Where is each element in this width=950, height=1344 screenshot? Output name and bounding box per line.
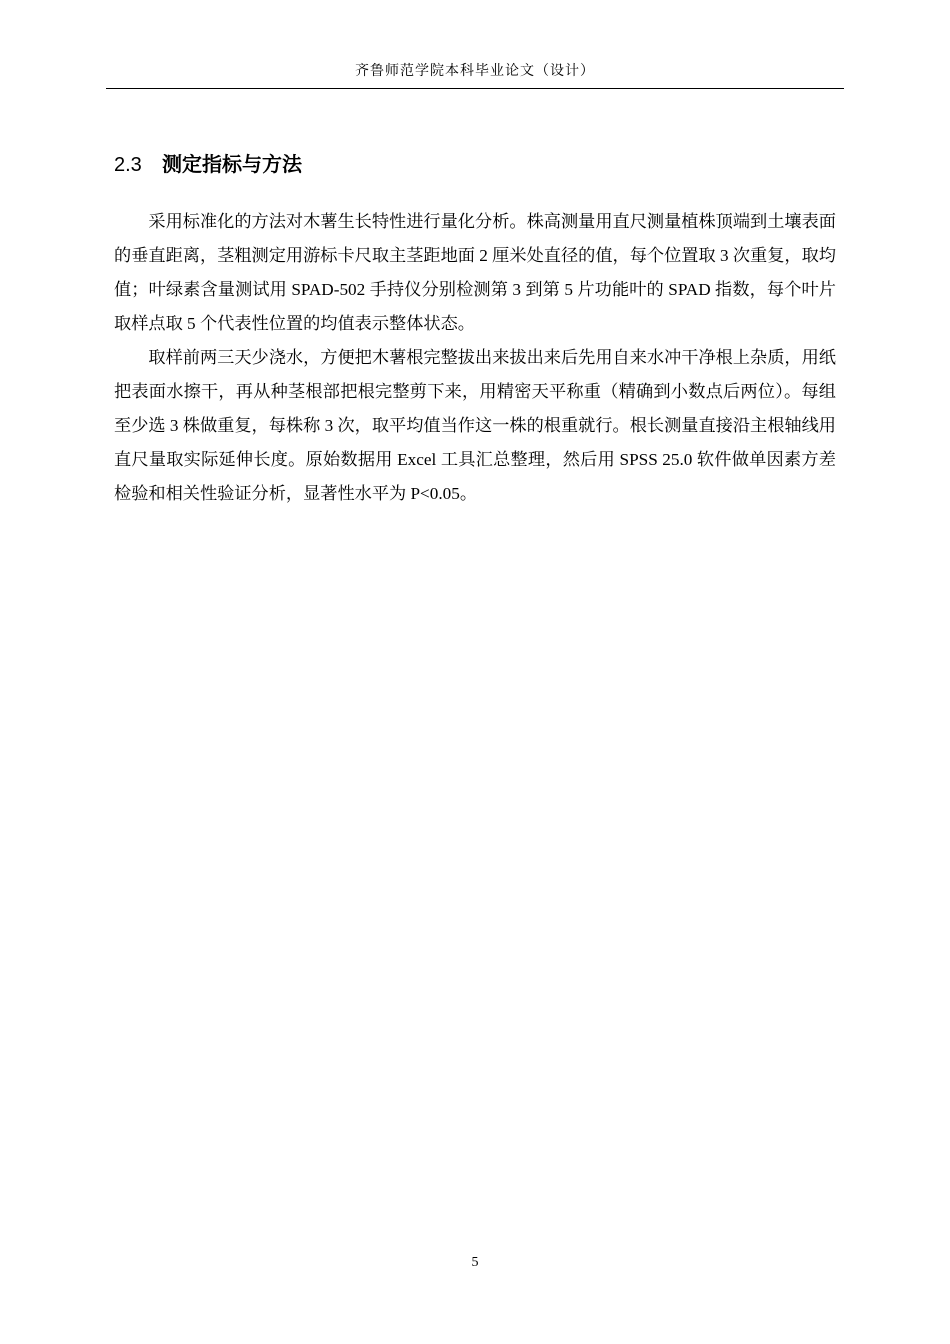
section-heading [114, 150, 302, 179]
header-rule [106, 88, 844, 89]
section-title: 测定指标与方法 [162, 152, 302, 176]
section-number: 2.3 [114, 154, 142, 176]
paragraph-root-sampling: 取样前两三天少浇水，方便把木薯根完整拔出来拔出来后先用自来水冲干净根上杂质，用纸把表面水擦干，再从种茎根部把根完整剪下来，用精密天平称重（精确到小数点后两位）。每组至少选 3 株做重复，每株称 3 次，取平均值当作这一株的根重就行。根长测量直接沿主根轴线用直尺量取实际延伸长度。原始数据用 Excel 工具汇总整理，然后用 SPSS 25.0 软件做单因素方差检验和相关性验证分析，显著性水平为 P<0.05。 [114, 348, 836, 503]
page-number: 5 [471, 1255, 479, 1270]
page-header [106, 0, 844, 89]
body-text [114, 205, 836, 511]
running-header-title: 齐鲁师范学院本科毕业论文（设计） [355, 64, 595, 79]
paragraph-measurement-methods: 采用标准化的方法对木薯生长特性进行量化分析。株高测量用直尺测量植株顶端到土壤表面的垂直距离，茎粗测定用游标卡尺取主茎距地面 2 厘米处直径的值，每个位置取 3 次重复，取均值；叶绿素含量测试用 SPAD-502 手持仪分别检测第 3 到第 5 片功能叶的 SPAD 指数，每个叶片取样点取 5 个代表性位置的均值表示整体状态。 [114, 212, 836, 333]
